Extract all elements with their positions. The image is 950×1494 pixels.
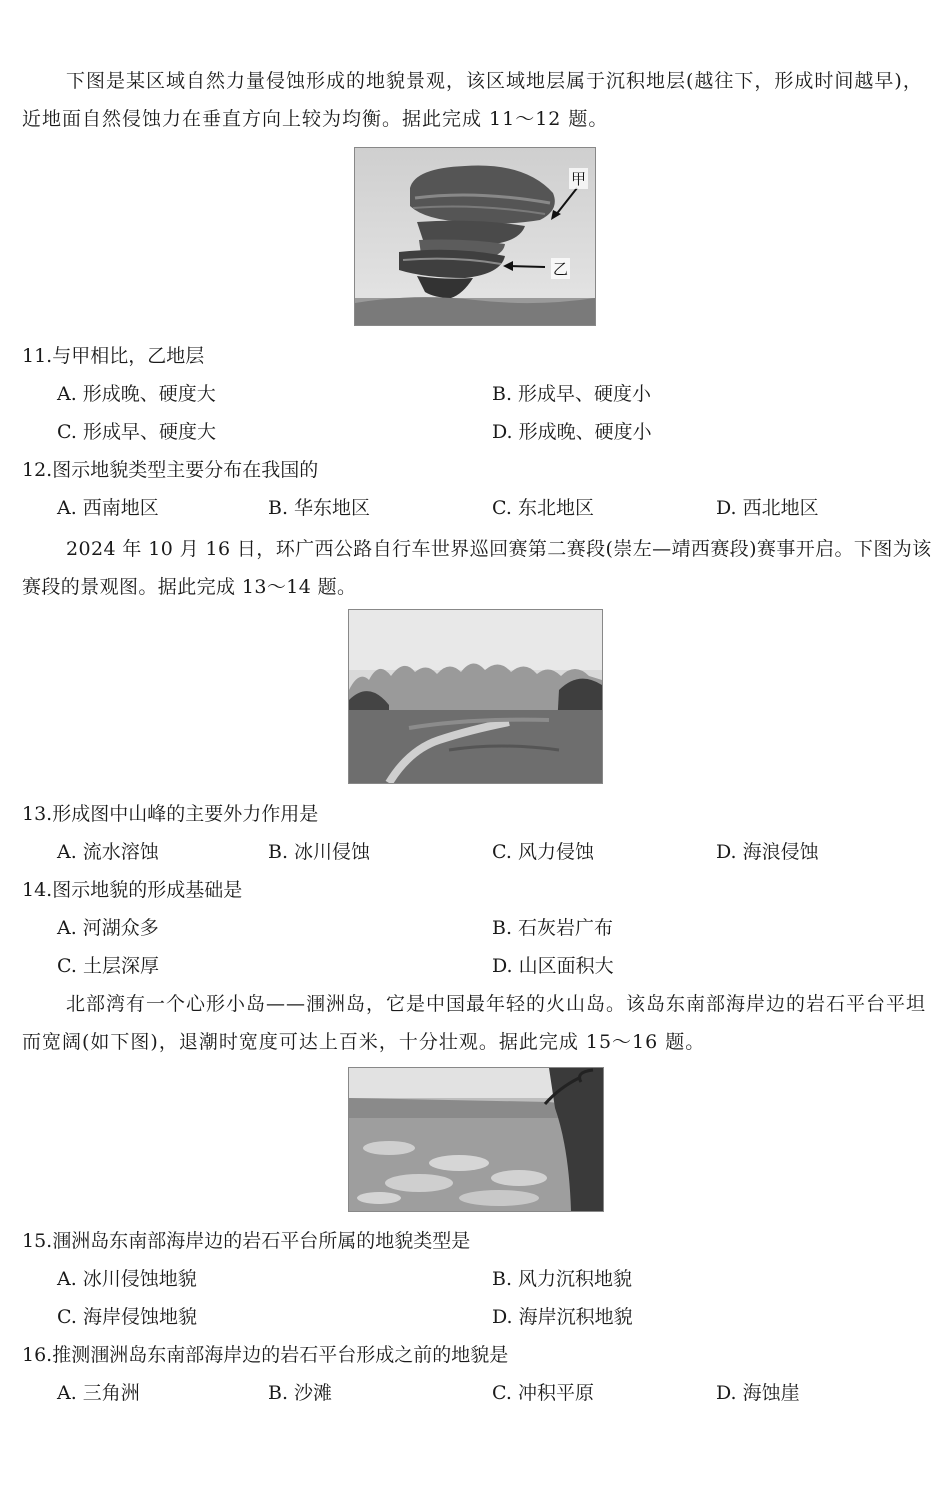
question-16: 16.推测涠洲岛东南部海岸边的岩石平台形成之前的地貌是 bbox=[22, 1344, 509, 1366]
q13-option-d: D. 海浪侵蚀 bbox=[716, 841, 819, 863]
q11-option-a: A. 形成晚、硬度大 bbox=[57, 383, 216, 405]
q14-option-d: D. 山区面积大 bbox=[492, 955, 614, 977]
question-11: 11.与甲相比，乙地层 bbox=[22, 345, 205, 367]
q15-option-d: D. 海岸沉积地貌 bbox=[492, 1306, 633, 1328]
q14-option-c: C. 土层深厚 bbox=[57, 955, 159, 977]
q12-option-a: A. 西南地区 bbox=[57, 497, 159, 519]
label-yi: 乙 bbox=[553, 260, 569, 278]
q16-option-b: B. 沙滩 bbox=[268, 1382, 333, 1404]
section3-intro: 北部湾有一个心形小岛——涠洲岛，它是中国最年轻的火山岛。该岛东南部海岸边的岩石平台平坦而宽阔(如下图)，退潮时宽度可达上百米，十分壮观。据此完成 15～16 题。 bbox=[22, 993, 927, 1053]
question-13: 13.形成图中山峰的主要外力作用是 bbox=[22, 803, 319, 825]
q15-option-a: A. 冰川侵蚀地貌 bbox=[57, 1268, 197, 1290]
q11-option-c: C. 形成早、硬度大 bbox=[57, 421, 216, 443]
section1-intro: 下图是某区域自然力量侵蚀形成的地貌景观，该区域地层属于沉积地层(越往下，形成时间越早)，近地面自然侵蚀力在垂直方向上较为均衡。据此完成 11～12 题。 bbox=[22, 70, 923, 130]
question-12: 12.图示地貌类型主要分布在我国的 bbox=[22, 459, 319, 481]
question-14: 14.图示地貌的形成基础是 bbox=[22, 879, 243, 901]
q13-option-b: B. 冰川侵蚀 bbox=[268, 841, 371, 863]
q15-option-c: C. 海岸侵蚀地貌 bbox=[57, 1306, 197, 1328]
q16-option-c: C. 冲积平原 bbox=[492, 1382, 594, 1404]
q14-option-b: B. 石灰岩广布 bbox=[492, 917, 614, 939]
q14-option-a: A. 河湖众多 bbox=[57, 917, 159, 939]
q12-option-d: D. 西北地区 bbox=[716, 497, 819, 519]
q13-option-c: C. 风力侵蚀 bbox=[492, 841, 594, 863]
mushroom-rock-photo bbox=[354, 147, 596, 326]
q13-option-a: A. 流水溶蚀 bbox=[57, 841, 159, 863]
karst-landscape-photo bbox=[348, 609, 603, 784]
q12-option-c: C. 东北地区 bbox=[492, 497, 594, 519]
q11-option-b: B. 形成早、硬度小 bbox=[492, 383, 652, 405]
q16-option-a: A. 三角洲 bbox=[57, 1382, 140, 1404]
q11-option-d: D. 形成晚、硬度小 bbox=[492, 421, 652, 443]
q16-option-d: D. 海蚀崖 bbox=[716, 1382, 800, 1404]
rock-platform-photo bbox=[348, 1067, 604, 1212]
section2-intro: 2024 年 10 月 16 日，环广西公路自行车世界巡回赛第二赛段(崇左—靖西赛段)赛事开启。下图为该赛段的景观图。据此完成 13～14 题。 bbox=[22, 538, 932, 598]
q15-option-b: B. 风力沉积地貌 bbox=[492, 1268, 633, 1290]
q12-option-b: B. 华东地区 bbox=[268, 497, 371, 519]
label-jia: 甲 bbox=[571, 170, 587, 188]
question-15: 15.涠洲岛东南部海岸边的岩石平台所属的地貌类型是 bbox=[22, 1230, 471, 1252]
